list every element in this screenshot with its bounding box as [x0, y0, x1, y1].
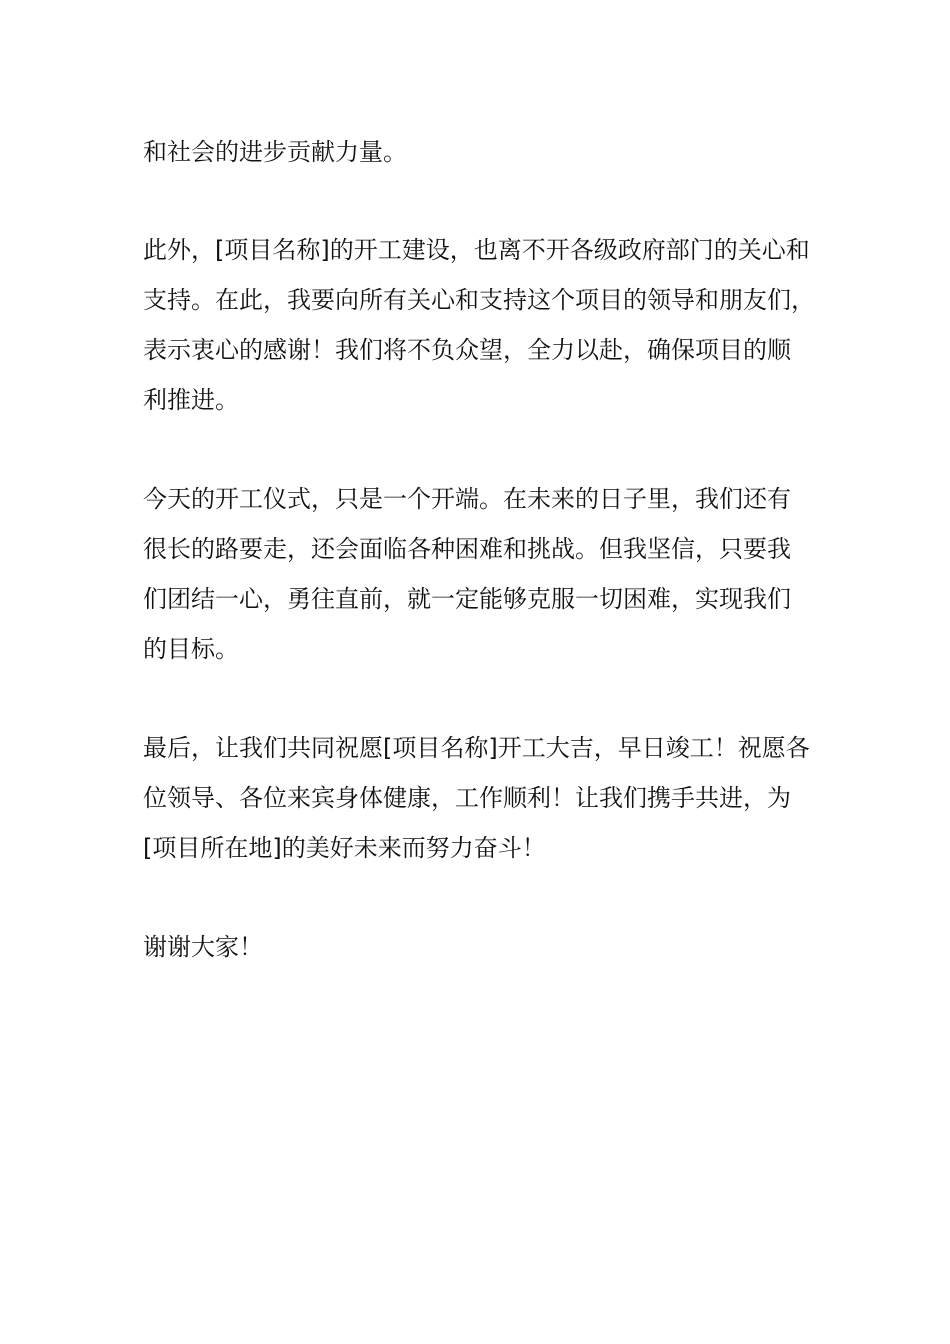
paragraph-3-line-1: 今天的开工仪式，只是一个开端。在未来的日子里，我们还有 — [143, 485, 791, 513]
paragraph-3-line-3: 们团结一心，勇往直前，就一定能够克服一切困难，实现我们 — [143, 585, 791, 613]
paragraph-2-line-1: 此外，[项目名称]的开工建设，也离不开各级政府部门的关心和 — [143, 236, 810, 264]
paragraph-4-line-2: 位领导、各位来宾身体健康，工作顺利！让我们携手共进，为 — [143, 784, 791, 812]
paragraph-1-line-1: 和社会的进步贡献力量。 — [143, 138, 407, 166]
paragraph-2-line-3: 表示衷心的感谢！我们将不负众望，全力以赴，确保项目的顺 — [143, 336, 791, 364]
paragraph-2-line-4: 利推进。 — [143, 386, 239, 414]
paragraph-3-line-2: 很长的路要走，还会面临各种困难和挑战。但我坚信，只要我 — [143, 535, 791, 563]
paragraph-3-line-4: 的目标。 — [143, 635, 239, 663]
paragraph-2-line-2: 支持。在此，我要向所有关心和支持这个项目的领导和朋友们， — [143, 286, 815, 314]
closing-line: 谢谢大家！ — [143, 933, 263, 961]
paragraph-4-line-3: [项目所在地]的美好未来而努力奋斗！ — [143, 834, 546, 862]
paragraph-4-line-1: 最后，让我们共同祝愿[项目名称]开工大吉，早日竣工！祝愿各 — [143, 734, 810, 762]
